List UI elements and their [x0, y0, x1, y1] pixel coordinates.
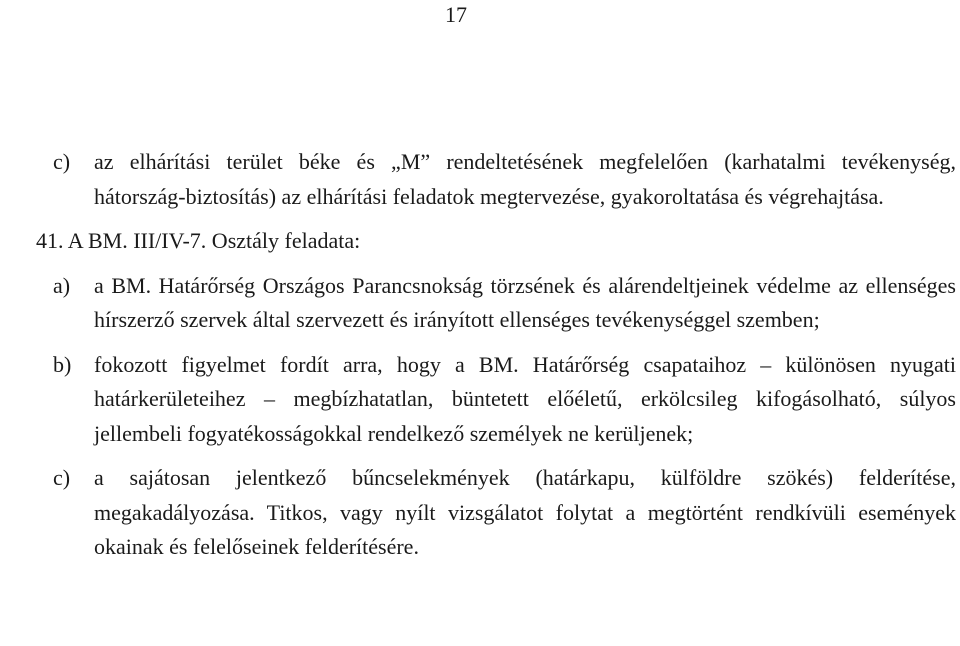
section-heading: 41. A BM. III/IV-7. Osztály feladata:	[36, 228, 361, 253]
list-item-text: fokozott figyelmet fordít arra, hogy a BM. Határőrség csapataihoz – különösen nyugati határkerületeihez – megbízhatatlan, büntetett előéletű, erkölcsileg kifogásolható, súlyos jellembeli fogyatékosságokkal rendelkező személyek ne kerüljenek;	[94, 351, 956, 446]
list-marker: a)	[53, 272, 71, 298]
list-item-a	[53, 269, 956, 338]
list-item-b	[53, 348, 956, 452]
list-item-text: az elhárítási terület béke és „M” rendeltetésének megfelelően (karhatalmi tevékenység, hátország-biztosítás) az elhárítási feladatok megtervezése, gyakoroltatása és végrehajtása.	[94, 149, 956, 209]
document-body	[36, 145, 956, 565]
list-item-c-crimes	[53, 461, 956, 565]
list-item-text: a sajátosan jelentkező bűncselekmények (határkapu, külföldre szökés) felderítése, megakadályozása. Titkos, vagy nyílt vizsgálatot folytat a megtörtént rendkívüli események okainak és felelőseinek felderítésére.	[94, 465, 956, 559]
page-number: 17	[445, 2, 467, 27]
list-marker: c)	[53, 149, 71, 174]
list-marker: b)	[53, 351, 72, 377]
list-item-c-defense	[53, 145, 956, 214]
list-marker: c)	[53, 465, 71, 490]
list-item-text: a BM. Határőrség Országos Parancsnokság törzsének és alárendeltjeinek védelme az ellenséges hírszerző szervek által szervezett és irányított ellenséges tevékenységgel szemben;	[94, 272, 956, 332]
